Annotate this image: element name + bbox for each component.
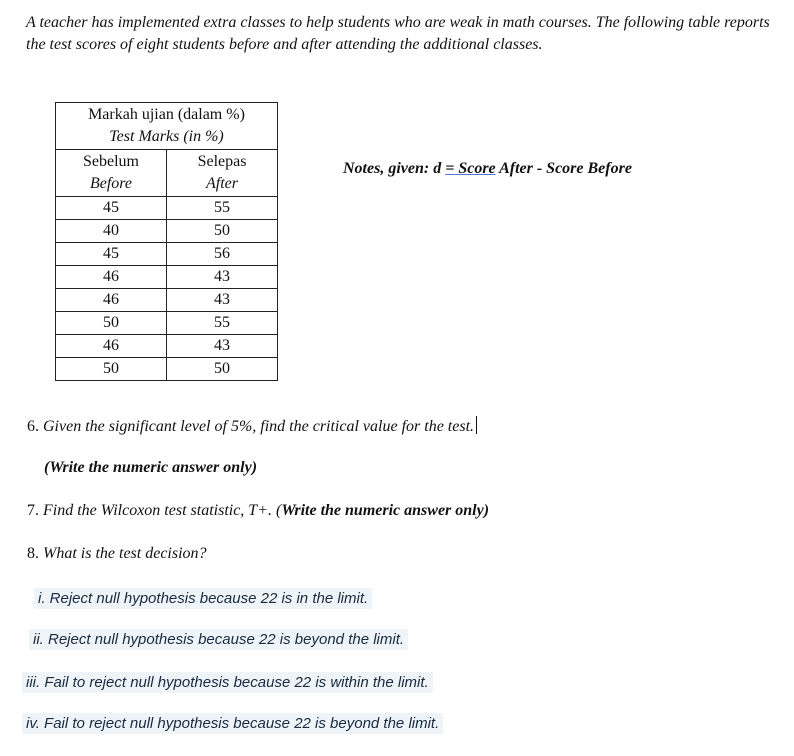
table-row xyxy=(56,266,278,289)
after-cell: 50 xyxy=(167,358,278,381)
question-6-text: Given the significant level of 5%, find the critical value for the test. xyxy=(43,418,475,435)
question-7 xyxy=(27,502,489,520)
question-6-instruction-text: (Write the numeric answer only) xyxy=(44,459,258,476)
notes-equals-score: = Score xyxy=(445,160,496,177)
before-cell: 45 xyxy=(56,197,167,220)
table-row xyxy=(56,197,278,220)
table-header-row xyxy=(56,103,278,150)
table-row xyxy=(56,335,278,358)
question-8-number: 8. xyxy=(27,545,39,562)
after-cell: 55 xyxy=(167,197,278,220)
question-8 xyxy=(27,545,207,563)
question-7-number: 7. xyxy=(27,502,39,519)
question-6 xyxy=(27,416,477,436)
column-before-ms: Sebelum xyxy=(83,153,139,170)
after-cell: 43 xyxy=(167,289,278,312)
option-i[interactable]: i. Reject null hypothesis because 22 is in the limit. xyxy=(34,588,372,609)
column-header-after xyxy=(167,150,278,197)
table-title-ms: Markah ujian (dalam %) xyxy=(88,106,245,123)
question-6-instruction xyxy=(44,459,257,477)
column-after-ms: Selepas xyxy=(197,153,247,170)
before-cell: 46 xyxy=(56,335,167,358)
column-before-en: Before xyxy=(89,175,133,192)
before-cell: 50 xyxy=(56,358,167,381)
before-cell: 46 xyxy=(56,289,167,312)
before-cell: 50 xyxy=(56,312,167,335)
option-iii[interactable]: iii. Fail to reject null hypothesis because 22 is within the limit. xyxy=(22,672,433,693)
column-header-before xyxy=(56,150,167,197)
notes-formula xyxy=(343,160,632,178)
table-title-cell xyxy=(56,103,278,150)
question-7-text: Find the Wilcoxon test statistic, T+. ( xyxy=(43,502,282,519)
option-ii[interactable]: ii. Reject null hypothesis because 22 is beyond the limit. xyxy=(29,629,408,650)
notes-rest: After - Score Before xyxy=(495,160,632,177)
intro-paragraph: A teacher has implemented extra classes to help students who are weak in math courses. The following table reports the test scores of eight students before and after attending the additional classes. xyxy=(26,14,770,53)
after-cell: 43 xyxy=(167,335,278,358)
before-cell: 45 xyxy=(56,243,167,266)
after-cell: 55 xyxy=(167,312,278,335)
table-row xyxy=(56,312,278,335)
question-8-text: What is the test decision? xyxy=(43,545,207,562)
table-row xyxy=(56,243,278,266)
after-cell: 43 xyxy=(167,266,278,289)
after-cell: 50 xyxy=(167,220,278,243)
scores-table xyxy=(55,102,278,381)
question-7-instruction: Write the numeric answer only) xyxy=(281,502,490,519)
table-row xyxy=(56,289,278,312)
before-cell: 40 xyxy=(56,220,167,243)
table-column-header-row xyxy=(56,150,278,197)
question-6-number: 6. xyxy=(27,418,39,435)
table-row xyxy=(56,220,278,243)
after-cell: 56 xyxy=(167,243,278,266)
before-cell: 46 xyxy=(56,266,167,289)
notes-prefix: Notes, given: d xyxy=(343,160,442,177)
table-row xyxy=(56,358,278,381)
column-after-en: After xyxy=(206,175,238,192)
option-iv[interactable]: iv. Fail to reject null hypothesis because 22 is beyond the limit. xyxy=(22,713,443,734)
table-title-en: Test Marks (in %) xyxy=(109,128,224,145)
text-cursor xyxy=(476,416,477,434)
